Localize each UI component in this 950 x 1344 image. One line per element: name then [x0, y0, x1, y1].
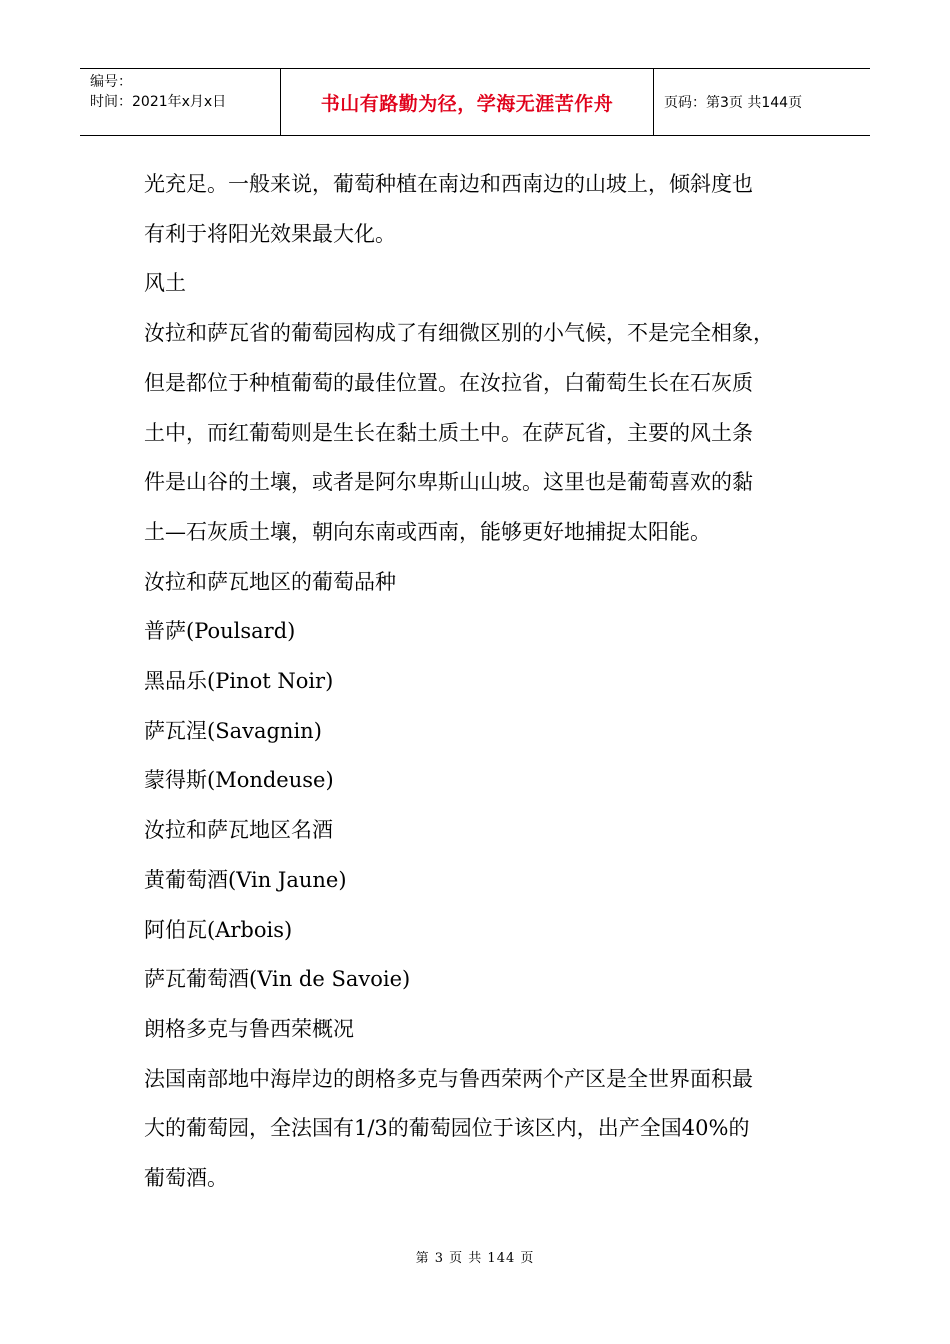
text-line: 汝拉和萨瓦省的葡萄园构成了有细微区别的小气候，不是完全相象，: [144, 321, 774, 346]
header-motto-cell: [281, 69, 654, 135]
text-line: 法国南部地中海岸边的朗格多克与鲁西荣两个产区是全世界面积最: [144, 1066, 753, 1091]
text-line: 葡萄酒。: [144, 1166, 228, 1191]
page-info: 页码：第3页 共144页: [664, 95, 803, 111]
page-header: [80, 68, 870, 136]
section-heading: 风土: [144, 271, 186, 296]
section-heading: 朗格多克与鲁西荣概况: [144, 1016, 354, 1041]
section-heading: 汝拉和萨瓦地区的葡萄品种: [144, 569, 396, 594]
text-line: 大的葡萄园，全法国有1/3的葡萄园位于该区内，出产全国40%的: [144, 1116, 750, 1141]
page-footer: [0, 1247, 950, 1266]
document-body: [144, 160, 824, 1204]
motto-text: 书山有路勤为径，学海无涯苦作舟: [320, 92, 614, 115]
list-item: 萨瓦涅(Savagnin): [144, 718, 322, 743]
section-heading: 汝拉和萨瓦地区名酒: [144, 818, 333, 843]
list-item: 蒙得斯(Mondeuse): [144, 768, 334, 793]
text-line: 有利于将阳光效果最大化。: [144, 221, 396, 246]
time-label: 时间：2021年x月x日: [90, 94, 227, 110]
text-line: 件是山谷的土壤，或者是阿尔卑斯山山坡。这里也是葡萄喜欢的黏: [144, 470, 753, 495]
list-item: 黑品乐(Pinot Noir): [144, 669, 334, 694]
list-item: 萨瓦葡萄酒(Vin de Savoie): [144, 967, 411, 992]
list-item: 普萨(Poulsard): [144, 619, 296, 644]
text-line: 土中，而红葡萄则是生长在黏土质土中。在萨瓦省，主要的风土条: [144, 420, 753, 445]
text-line: 光充足。一般来说，葡萄种植在南边和西南边的山坡上，倾斜度也: [144, 172, 753, 196]
footer-page-number: 第 3 页 共 144 页: [415, 1251, 535, 1266]
list-item: 黄葡萄酒(Vin Jaune): [144, 867, 347, 892]
text-line: 但是都位于种植葡萄的最佳位置。在汝拉省，白葡萄生长在石灰质: [144, 370, 753, 395]
list-item: 阿伯瓦(Arbois): [144, 917, 293, 942]
serial-label: 编号：: [90, 74, 132, 90]
header-meta: [80, 69, 281, 135]
header-page-info-cell: [654, 69, 870, 135]
text-line: 土—石灰质土壤，朝向东南或西南，能够更好地捕捉太阳能。: [144, 519, 711, 544]
